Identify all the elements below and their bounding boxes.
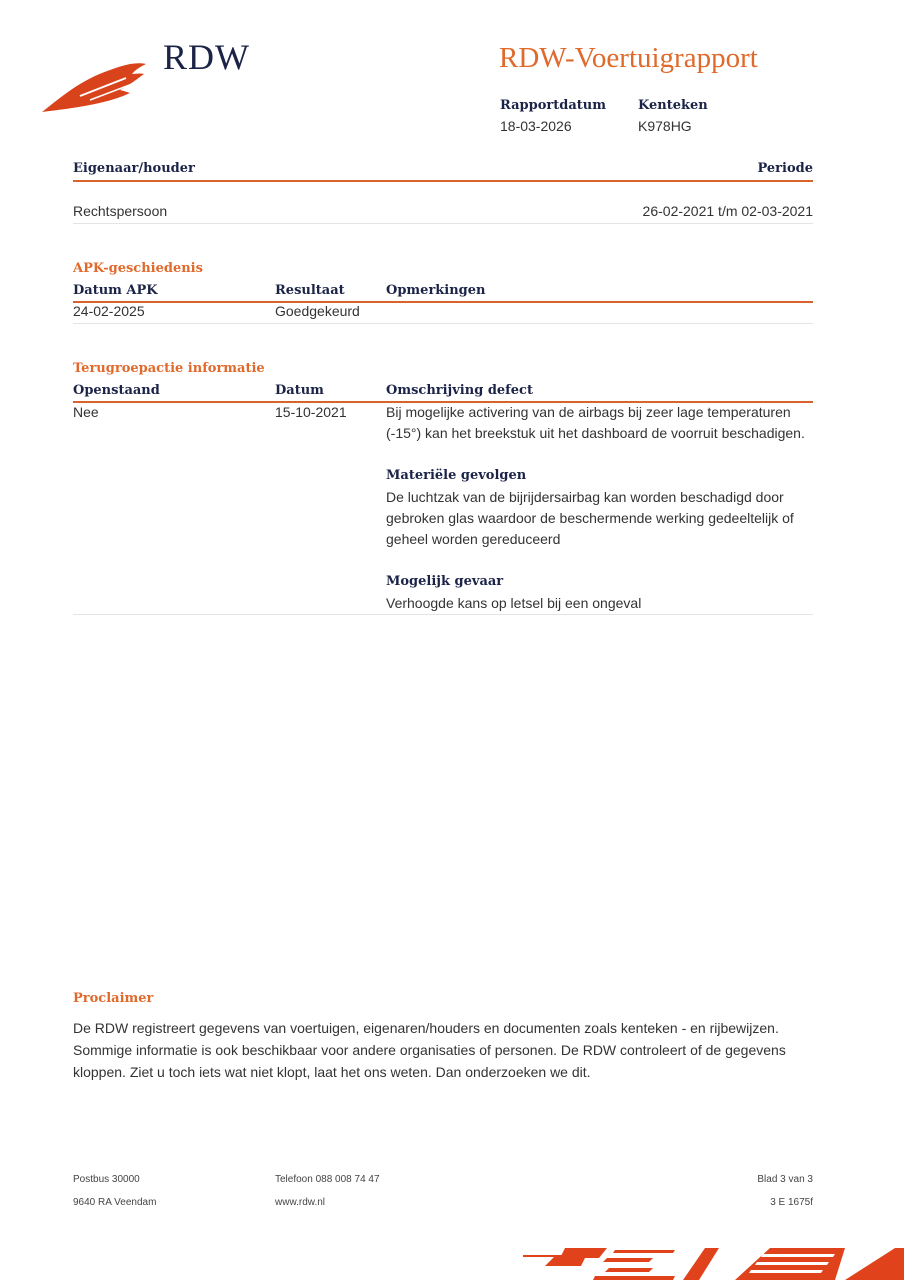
proclaimer-line: De RDW registreert gegevens van voertuigen, eigenaren/houders en documenten zoals kenteken - en rijbewijzen.	[73, 1020, 779, 1036]
recall-description-line: Bij mogelijke activering van de airbags bij zeer lage temperaturen	[386, 404, 791, 420]
divider	[73, 301, 813, 303]
recall-col-datum: Datum	[275, 383, 324, 398]
mogelijk-gevaar-label: Mogelijk gevaar	[386, 574, 504, 589]
rapportdatum-label: Rapportdatum	[500, 98, 606, 113]
rapportdatum-value: 18-03-2026	[500, 118, 572, 134]
footer-postcode: 9640 RA Veendam	[73, 1197, 157, 1208]
owner-header: Eigenaar/houder	[73, 161, 195, 176]
footer-website-link[interactable]: www.rdw.nl	[275, 1197, 326, 1208]
footer-page-number: Blad 3 van 3	[757, 1174, 813, 1185]
divider	[73, 223, 813, 224]
report-title: RDW-Voertuigrapport	[499, 42, 758, 74]
recall-description-line: (-15°) kan het breekstuk uit het dashboard de voorruit beschadigen.	[386, 425, 805, 441]
rdw-logo-text: RDW	[163, 37, 250, 77]
mogelijk-gevaar-text: Verhoogde kans op letsel bij een ongeval	[386, 595, 642, 611]
rdw-logo-icon	[40, 58, 150, 114]
decorative-stripes-icon	[515, 1244, 904, 1280]
footer-code: 3 E 1675f	[770, 1197, 813, 1208]
apk-col-resultaat: Resultaat	[275, 283, 345, 298]
proclaimer-line: kloppen. Ziet u toch iets wat niet klopt, laat het ons weten. Dan onderzoeken we dit.	[73, 1064, 591, 1080]
recall-openstaand: Nee	[73, 404, 99, 420]
period-header: Periode	[757, 161, 813, 176]
kenteken-label: Kenteken	[638, 98, 708, 113]
materiele-gevolgen-line: gebroken glas waardoor de beschermende werking gedeeltelijk of	[386, 510, 794, 526]
divider	[73, 180, 813, 182]
apk-resultaat: Goedgekeurd	[275, 303, 360, 319]
materiele-gevolgen-label: Materiële gevolgen	[386, 468, 527, 483]
proclaimer-line: Sommige informatie is ook beschikbaar voor andere organisaties of personen. De RDW controleert of de gegevens	[73, 1042, 786, 1058]
owner-value: Rechtspersoon	[73, 203, 168, 219]
apk-datum: 24-02-2025	[73, 303, 145, 319]
recall-col-omschrijving: Omschrijving defect	[386, 383, 533, 398]
divider	[73, 614, 813, 615]
footer-telefoon: Telefoon 088 008 74 47	[275, 1174, 380, 1185]
apk-section-title: APK-geschiedenis	[73, 261, 203, 276]
materiele-gevolgen-line: geheel worden gereduceerd	[386, 531, 561, 547]
materiele-gevolgen-line: De luchtzak van de bijrijdersairbag kan worden beschadigd door	[386, 489, 784, 505]
period-value: 26-02-2021 t/m 02-03-2021	[642, 203, 813, 219]
apk-col-opmerkingen: Opmerkingen	[386, 283, 486, 298]
kenteken-value: K978HG	[638, 118, 692, 134]
footer-postbus: Postbus 30000	[73, 1174, 140, 1185]
recall-section-title: Terugroepactie informatie	[73, 361, 265, 376]
apk-col-datum: Datum APK	[73, 283, 158, 298]
proclaimer-title: Proclaimer	[73, 991, 154, 1006]
recall-datum: 15-10-2021	[275, 404, 347, 420]
recall-col-openstaand: Openstaand	[73, 383, 160, 398]
divider	[73, 323, 813, 324]
